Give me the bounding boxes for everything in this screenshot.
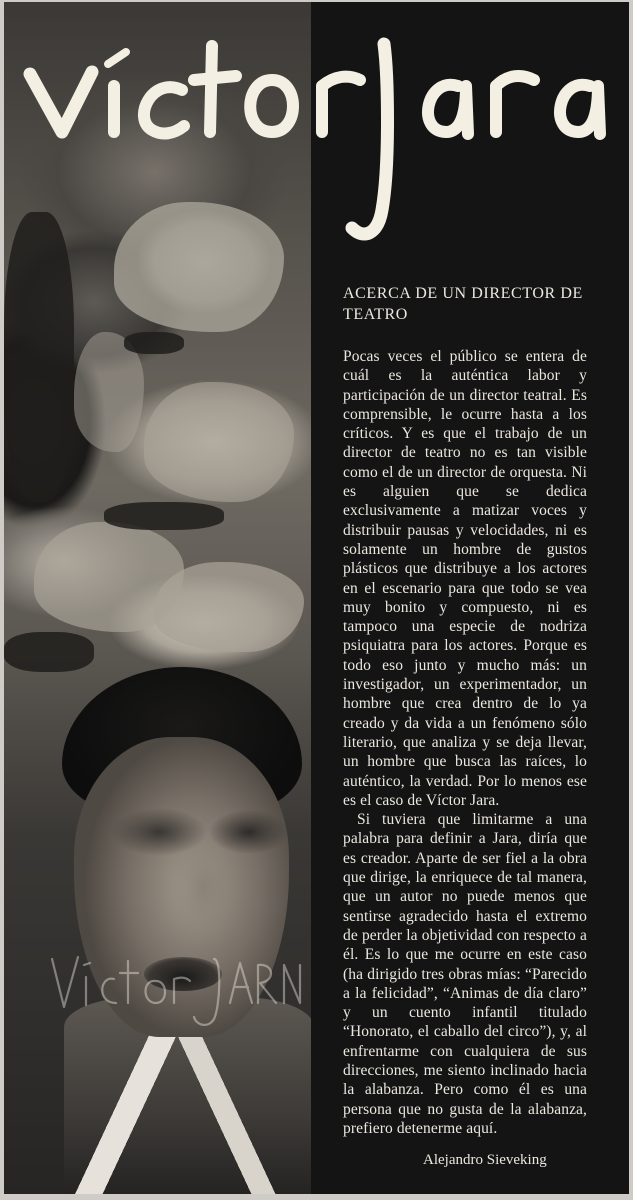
- title-lettering: [22, 14, 622, 254]
- author-byline: Alejandro Sieveking: [423, 1152, 547, 1168]
- article-headline: ACERCA DE UN DIRECTOR DE TEATRO: [343, 285, 583, 323]
- article-paragraph: Pocas veces el público se entera de cuál es la auténtica labor y participación de un director teatral. Es comprensible, le ocurre hasta a los críticos. Y es que el trabajo de un director de teatro no es tan visible como el de un director de orquesta. Ni es alguien que se dedica exclusivamente a matizar voces y distribuir pausas y velocidades, ni es solamente un hombre de gustos plásticos que distribuye a los actores en el escenario para que todo se vea muy bonito y compuesto, ni es tampoco una especie de nodriza psiquiatra para los actores. Porque es todo eso junto y mucho más: un investigador, un experimentador, un hombre que crea dentro de lo ya creado y da vida a un fenómeno sólo literario, que analiza y se deja llevar, un hombre que busca las raíces, lo auténtico, la verdad. Por lo menos ese es el caso de Víctor Jara.: [343, 348, 587, 809]
- article-paragraph: Si tuviera que limitarme a una palabra para definir a Jara, diría que es creador. Aparte de ser fiel a la obra que dirige, la enriquece de tal manera, que un autor no puede menos que sentirse agradecido hasta el extremo de perder la objetividad con respecto a él. Es lo que me ocurre en este caso (ha dirigido tres obras mías: “Parecido a la felicidad”, “Animas de día claro” y un cuento infantil titulado “Honorato, el caballo del circo”), y, al enfrentarme con cualquiera de sus direcciones, me siento inclinado hacia la alabanza. Pero como él es una persona que no gusta de la alabanza, prefiero detenerme aquí.: [343, 811, 587, 1137]
- article: [343, 283, 587, 1138]
- signature-watermark: [44, 937, 304, 1037]
